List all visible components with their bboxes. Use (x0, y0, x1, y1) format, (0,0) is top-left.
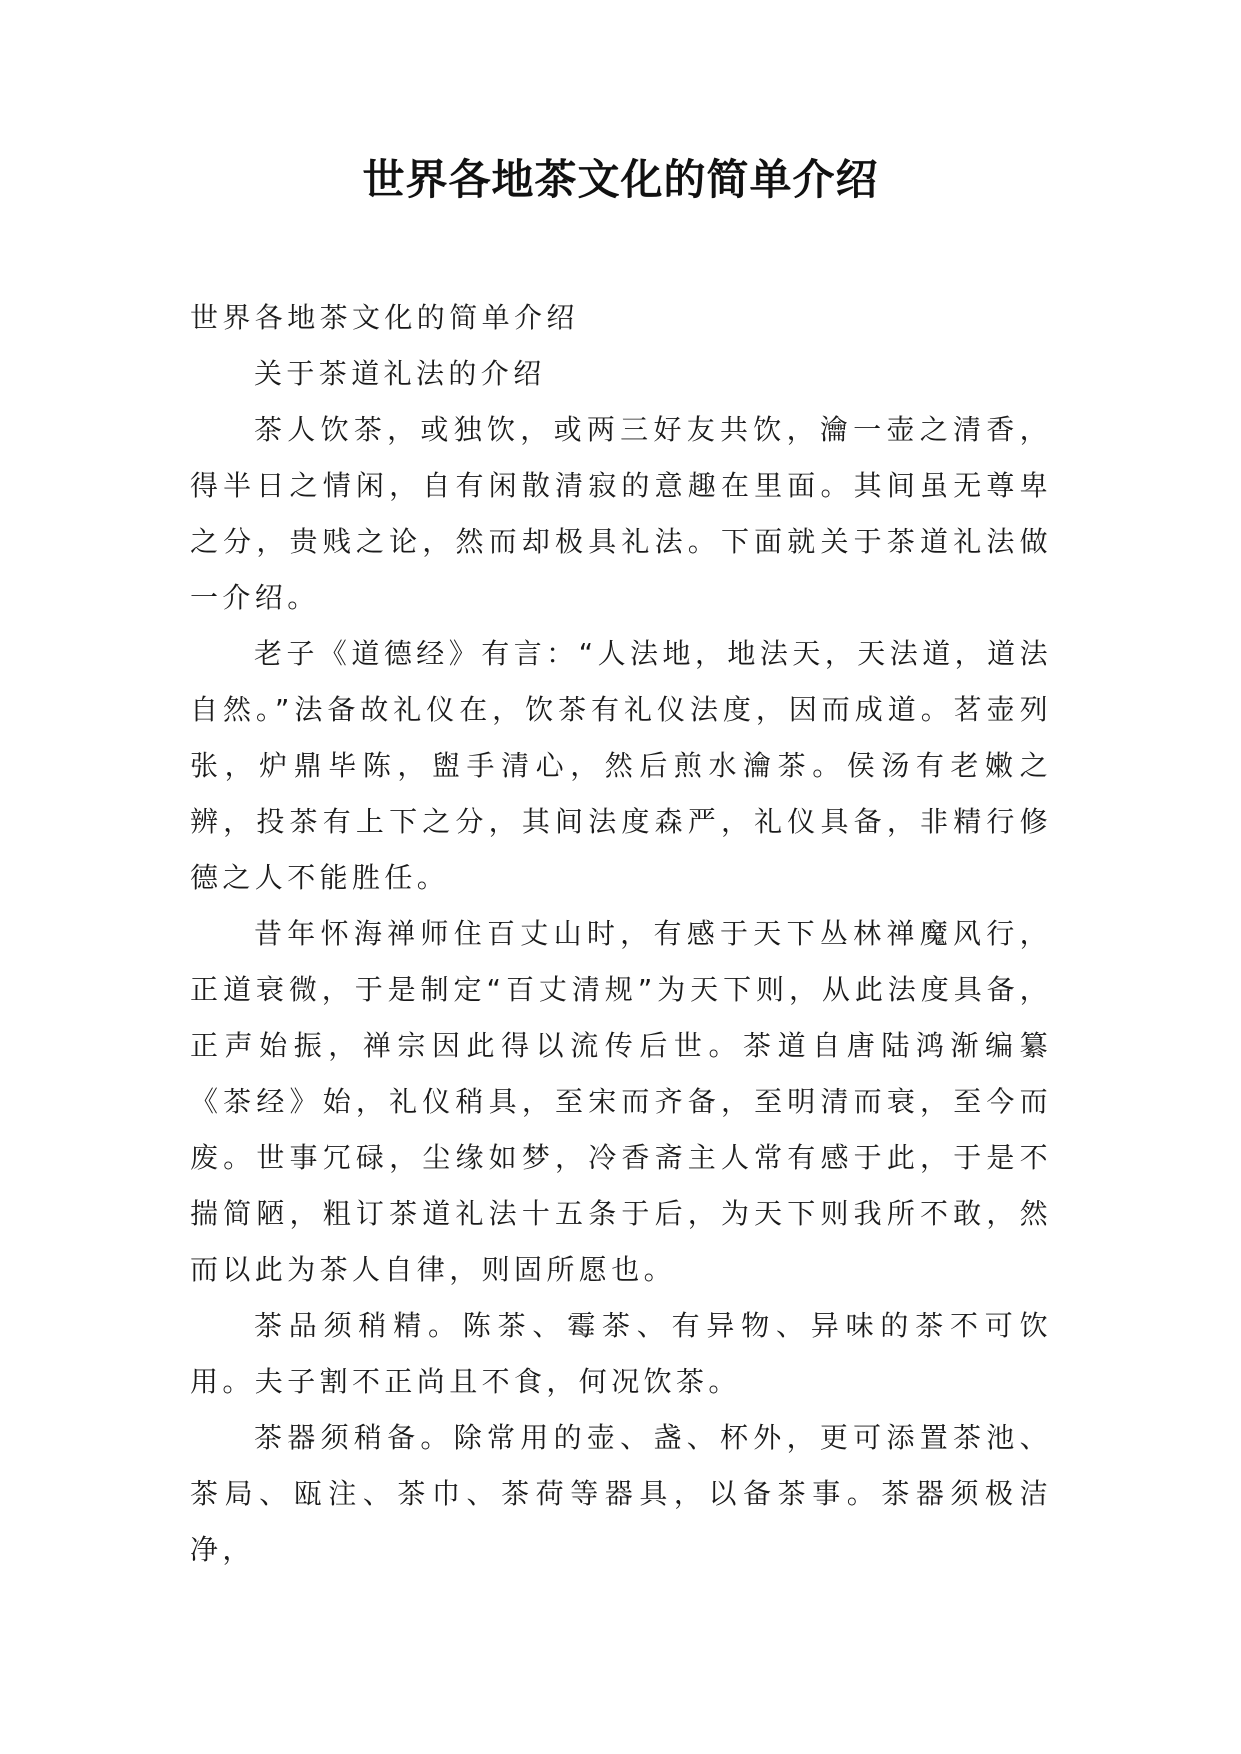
paragraph: 昔年怀海禅师住百丈山时，有感于天下丛林禅魔风行，正道衰微，于是制定“百丈清规”为天下则，从此法度具备，正声始振，禅宗因此得以流传后世。茶道自唐陆鸿渐编纂《茶经》始，礼仪稍具，至宋而齐备，至明清而衰，至今而废。世事冗碌，尘缘如梦，冷香斋主人常有感于此，于是不揣简陋，粗订茶道礼法十五条于后，为天下则我所不敢，然而以此为茶人自律，则固所愿也。 (190, 917, 1052, 1286)
paragraph: 老子《道德经》有言：“人法地，地法天，天法道，道法自然。”法备故礼仪在，饮茶有礼仪法度，因而成道。茗壶列张，炉鼎毕陈，盥手清心，然后煎水瀹茶。侯汤有老嫩之辨，投茶有上下之分，其间法度森严，礼仪具备，非精行修德之人不能胜任。 (190, 637, 1052, 894)
section-heading: 关于茶道礼法的介绍 (254, 357, 546, 390)
document-title: 世界各地茶文化的简单介绍 (362, 155, 879, 204)
paragraph: 茶器须稍备。除常用的壶、盏、杯外，更可添置茶池、茶局、瓯注、茶巾、茶荷等器具，以备茶事。茶器须极洁净， (190, 1421, 1052, 1566)
subtitle-line: 世界各地茶文化的简单介绍 (190, 301, 579, 334)
paragraph: 茶品须稍精。陈茶、霉茶、有异物、异味的茶不可饮用。夫子割不正尚且不食，何况饮茶。 (190, 1309, 1052, 1398)
paragraph: 茶人饮茶，或独饮，或两三好友共饮，瀹一壶之清香，得半日之情闲，自有闲散清寂的意趣在里面。其间虽无尊卑之分，贵贱之论，然而却极具礼法。下面就关于茶道礼法做一介绍。 (190, 413, 1052, 614)
document-body (190, 290, 1052, 1578)
